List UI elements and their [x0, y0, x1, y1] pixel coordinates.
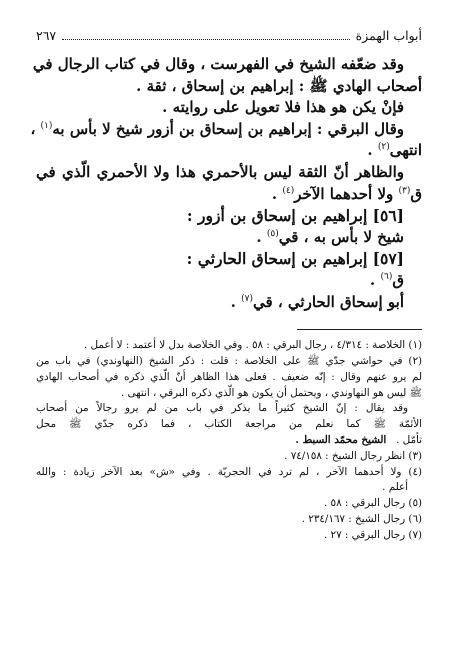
body-line — [36, 292, 422, 314]
entry-heading-57: [٥٧] إبراهيم بن إسحاق الحارثي : — [186, 249, 404, 269]
body-line — [36, 270, 422, 292]
body-line: وقد ضعّفه الشيخ في الفهرست ، وقال في كتاب الرجال في — [32, 55, 404, 73]
footnote-6: (٦) رجال الشيخ : ٢٣٤/١٦٧ . — [301, 512, 422, 525]
period: . — [256, 227, 262, 246]
footnote-2: (٢) في حواشي جدّي ﷺ على الخلاصة : قلت : ذكر الشيخ (النهاوندي) في باب من — [36, 354, 422, 367]
body-line: فإنْ يكن هو هذا فلا تعويل على روايته . — [162, 98, 404, 117]
footnotes — [36, 338, 422, 543]
footnote-4: (٤) ولا أحدهما الآخر ، لم ترد في الحجريّة . وفي «ش» بعد الآخر زيادة : والله — [36, 465, 422, 478]
footnote-marker: (٢) — [377, 142, 390, 153]
footnote-5: (٥) رجال البرقي : ٥٨ . — [324, 497, 422, 510]
page-number: ٢٦٧ — [36, 28, 57, 43]
footnote-3: (٣) انظر رجال الشيخ : ٧٤/١٥٨ . — [284, 449, 422, 462]
body-line — [36, 140, 422, 162]
footnote-separator — [297, 329, 422, 330]
header-title: أبواب الهمزة — [355, 28, 422, 43]
body-line — [36, 227, 422, 249]
footnote-7: (٧) رجال البرقي : ٢٧ . — [324, 528, 422, 541]
footnote-marker: (٣) — [398, 185, 411, 196]
footnote-4-line: أعلم . — [382, 481, 408, 494]
body-line: والظاهر أنّ الثقة ليس بالأحمري هذا ولا الأحمري الّذي في — [36, 162, 404, 181]
period: . — [230, 292, 236, 311]
main-text — [30, 54, 422, 313]
footnote-marker: (٥) — [266, 228, 279, 239]
body-line-text: شيخ لا بأس به ، قي — [278, 227, 404, 246]
footnote-2-end: تأمّل . — [396, 433, 422, 446]
period: . — [370, 270, 376, 289]
footnote-2-line: ﷺ ليس هو النهاوندي ، ويحتمل أن يكون هو الّذي ذكره البرقي ، انتهى . — [120, 386, 422, 399]
footnote-2-signature: الشيخ محمّد السبط . — [295, 433, 387, 446]
footnote-2-line: وقد يقال : إنّ الشيخ كثيراً ما يذكر في باب من لم يرو رجالاً من أصحاب — [36, 402, 408, 415]
book-page — [30, 28, 422, 543]
body-line-text: وقال البرقي : إبراهيم بن إسحاق بن أزور شيخ لا بأس به — [52, 119, 404, 138]
siglum: ق — [410, 184, 422, 203]
period: . — [271, 184, 278, 203]
header-dot-leader — [62, 30, 350, 40]
footnote-2-line: لم يرو عنهم وقال : إنّه ضعيف . فعلى هذا الظاهر أنّ الّذي ذكره في أصحاب الهادي — [36, 370, 422, 383]
body-line-text: انتهى — [389, 141, 422, 160]
footnote-1: (١) الخلاصة : ٤/٣١٤ ، رجال البرقي : ٥٨ . وفي الخلاصة بدل لا أعتمد : لا أعمل . — [84, 339, 422, 352]
footnote-2-line — [36, 433, 422, 449]
body-line-text: أبو إسحاق الحارثي ، قي — [252, 292, 404, 311]
body-line: وقال البرقي : إبراهيم بن إسحاق بن أزور شيخ لا بأس به$^{(١)}$ ، — [30, 119, 404, 138]
body-line: أصحاب الهادي ﷺ : إبراهيم بن إسحاق ، ثقة . — [136, 76, 422, 95]
running-header — [36, 28, 422, 46]
entry-heading-56: [٥٦] إبراهيم بن إسحاق بن أزور : — [186, 206, 404, 226]
footnote-marker: (٧) — [241, 293, 253, 304]
footnote-2-line: الأئمّة ﷺ كما نعلم من مراجعة الكتاب ، فما ذكره جدّي ﷺ محل — [36, 418, 422, 431]
footnote-marker: (٤) — [282, 185, 295, 196]
footnote-marker: (١) — [40, 120, 53, 131]
siglum: ق — [392, 270, 404, 289]
body-line — [36, 184, 422, 206]
footnote-marker: (٦) — [380, 271, 393, 282]
body-line-text: ولا أحدهما الآخر — [294, 184, 394, 203]
period: . — [367, 141, 373, 160]
